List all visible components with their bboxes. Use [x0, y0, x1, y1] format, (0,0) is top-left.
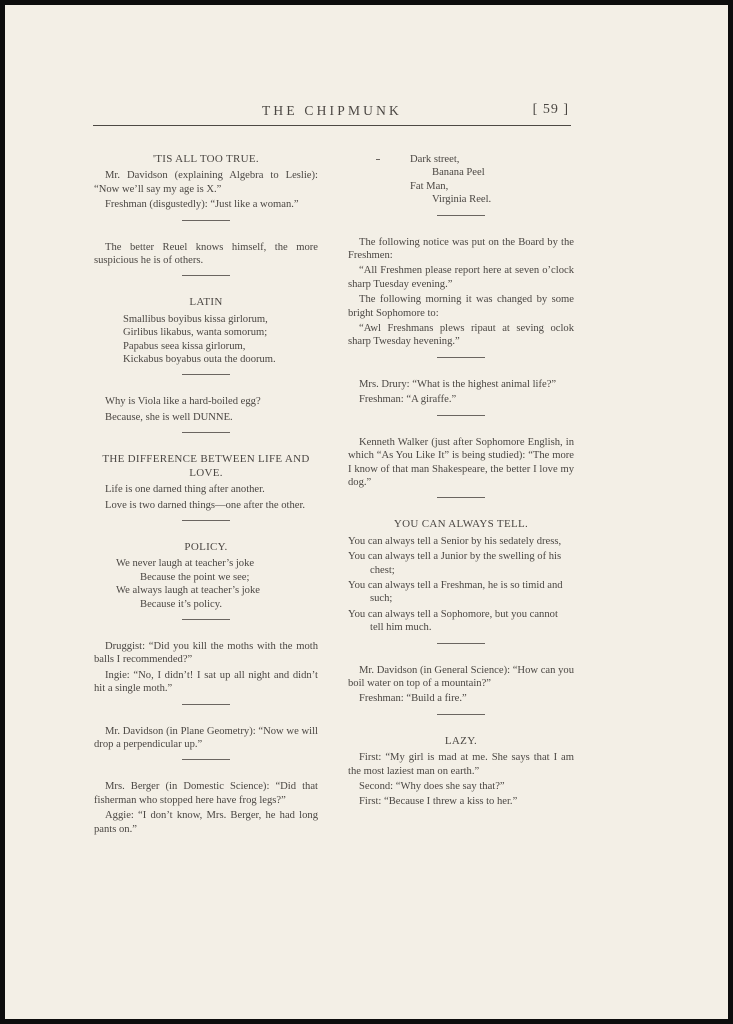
text-line: Freshman (disgustedly): “Just like a woman.” [105, 199, 299, 211]
section-heading: THE DIFFERENCE BETWEEN LIFE AND LOVE. [102, 453, 310, 479]
poem-line: Virginia Reel. [432, 194, 492, 206]
section-divider [437, 415, 485, 416]
text-line: First: “Because I threw a kiss to her.” [359, 796, 518, 808]
section-heading: LAZY. [444, 734, 478, 747]
left-column [94, 153, 318, 838]
poem-line: Fat Man, [410, 180, 449, 192]
joke-reuel [94, 241, 318, 268]
joke-board-notice [348, 236, 574, 349]
text-line: Aggie: “I don’t know, Mrs. Berger, he had long pants on.” [94, 810, 318, 835]
poem-line: Because it’s policy. [140, 598, 222, 610]
poem-line: Girlibus likabus, wanta somorum; [123, 327, 268, 339]
joke-tis-all-too-true [94, 153, 318, 212]
text-line: Druggist: “Did you kill the moths with the moth balls I recommended?” [94, 640, 318, 666]
poem-line: You can always tell a Junior by the swelling of his chest; [348, 551, 562, 576]
joke-viola [94, 395, 318, 424]
poem-line: Papabus seea kissa girlorum, [123, 340, 246, 352]
joke-lazy [348, 735, 574, 809]
section-divider [182, 275, 230, 276]
poem-you-can-always-tell [348, 518, 574, 634]
poem-dark-street [410, 153, 574, 207]
text-line: Mr. Davidson (explaining Algebra to Leslie): “Now we’ll say my age is X.” [94, 170, 318, 195]
poem-line: Dark street, [410, 154, 460, 165]
section-divider [437, 497, 485, 498]
text-line: Mr. Davidson (in Plane Geometry): “Now we will drop a perpendicular up.” [94, 725, 318, 750]
section-heading: 'TIS ALL TOO TRUE. [153, 153, 259, 165]
right-column [348, 153, 574, 811]
text-line: The following notice was put on the Board by the Freshmen: [348, 236, 574, 262]
joke-giraffe [348, 378, 574, 407]
poem-line: You can always tell a Sophomore, but you cannot tell him much. [348, 608, 558, 634]
section-heading: YOU CAN ALWAYS TELL. [393, 518, 529, 531]
text-line: Love is two darned things—one after the other. [105, 499, 306, 511]
joke-boil-water [348, 664, 574, 706]
section-divider [182, 619, 230, 620]
text-line: “Awl Freshmans plews ripaut at seving oclok sharp Twesday hevening.” [348, 323, 574, 348]
section-divider [437, 643, 485, 644]
text-line: The better Reuel knows himself, the more suspicious he is of others. [94, 241, 318, 267]
section-divider [182, 374, 230, 375]
poem-line: Banana Peel [432, 167, 485, 179]
section-heading: LATIN [189, 296, 223, 309]
joke-plane-geometry [94, 725, 318, 752]
text-line: Ingie: “No, I didn’t! I sat up all night and didn’t hit a single moth.” [94, 669, 318, 695]
poem-line: You can always tell a Senior by his sedately dress, [348, 535, 562, 547]
text-line: Why is Viola like a hard-boiled egg? [105, 396, 261, 408]
text-line: Kenneth Walker (just after Sophomore English, in which “As You Like It” is being studied): “The more I know of that man Shakespeare, the better I love my dog.” [348, 436, 574, 488]
poem-policy [94, 541, 318, 611]
section-heading: POLICY. [184, 540, 228, 553]
poem-line: Because the point we see; [140, 571, 250, 583]
page-number: [ 59 ] [532, 102, 569, 117]
text-line: Because, she is well DUNNE. [105, 411, 233, 423]
joke-life-and-love [94, 453, 318, 512]
section-divider [182, 520, 230, 521]
poem-line: We never laugh at teacher’s joke [116, 558, 255, 570]
section-divider [182, 432, 230, 433]
joke-domestic-science [94, 780, 318, 836]
poem-latin [94, 296, 318, 366]
section-divider [182, 220, 230, 221]
poem-line: You can always tell a Freshman, he is so timid and such; [348, 579, 563, 605]
text-line: Life is one darned thing after another. [105, 484, 265, 496]
text-line: The following morning it was changed by some bright Sophomore to: [348, 294, 574, 319]
text-line: Mrs. Berger (in Domestic Science): “Did that fisherman who stopped here have frog legs?” [94, 781, 318, 806]
joke-druggist [94, 640, 318, 696]
poem-line: Kickabus boyabus outa the doorum. [123, 354, 276, 366]
text-line: Mr. Davidson (in General Science): “How can you boil water on top of a mountain?” [348, 664, 574, 689]
text-line: Freshman: “Build a fire.” [359, 693, 467, 705]
text-line: Freshman: “A giraffe.” [359, 394, 457, 406]
section-divider [437, 714, 485, 715]
text-line: Mrs. Drury: “What is the highest animal life?” [359, 378, 557, 390]
text-line: First: “My girl is mad at me. She says that I am the most laziest man on earth.” [348, 752, 574, 777]
running-header [93, 103, 571, 126]
joke-shakespeare [348, 436, 574, 490]
section-divider [437, 215, 485, 216]
poem-line: We always laugh at teacher’s joke [116, 585, 260, 597]
text-line: Second: “Why does she say that?” [359, 781, 505, 792]
section-divider [437, 357, 485, 358]
section-divider [182, 759, 230, 760]
poem-line: Smallibus boyibus kissa girlorum, [123, 313, 268, 325]
text-line: “All Freshmen please report here at seven o’clock sharp Tuesday evening.” [348, 265, 574, 290]
publication-title: THE CHIPMUNK [261, 103, 403, 118]
section-divider [182, 704, 230, 705]
